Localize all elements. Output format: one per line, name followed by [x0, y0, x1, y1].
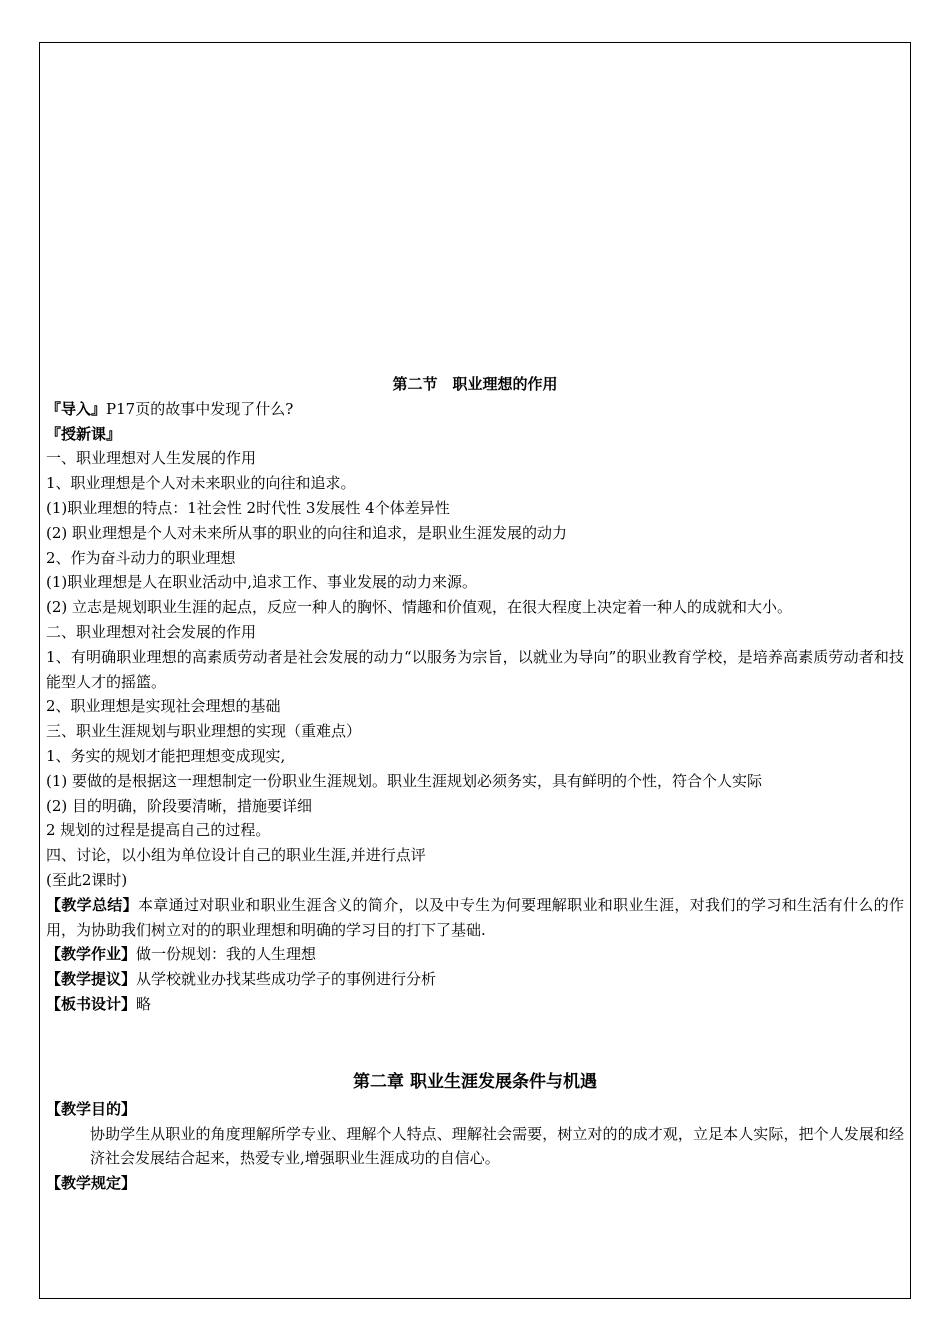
body-line: 1、职业理想是个人对未来职业的向往和追求。	[46, 474, 356, 493]
body-line: (1)职业理想是人在职业活动中,追求工作、事业发展的动力来源。	[46, 573, 478, 592]
homework-line	[46, 942, 904, 967]
requirement-heading: 【教学规定】	[46, 1174, 137, 1193]
board-text: 略	[136, 994, 152, 1013]
suggestion-tag: 【教学提议】	[46, 970, 137, 989]
body-line: 二、职业理想对社会发展的作用	[46, 622, 257, 641]
summary-tag: 【教学总结】	[46, 895, 138, 914]
suggestion-text: 从学校就业办找某些成功学子的事例进行分析	[136, 970, 437, 989]
spacer	[46, 1017, 904, 1067]
body-line: 2、职业理想是实现社会理想的基础	[46, 697, 281, 716]
body-line: (2) 目的明确，阶段要清晰，措施要详细	[46, 796, 313, 815]
suggestion-line	[46, 967, 904, 992]
body-line: 1、务实的规划才能把理想变成现实,	[46, 746, 286, 765]
intro-line	[46, 397, 904, 422]
body-paragraph: (1) 要做的是根据这一理想制定一份职业生涯规划。职业生涯规划必须务实，具有鲜明的个性，符合个人实际	[46, 771, 763, 790]
goal-paragraph: 协助学生从职业的角度理解所学专业、理解个人特点、理解社会需要，树立对的的成才观，立足本人实际，把个人发展和经济社会发展结合起来，热爱专业,增强职业生涯成功的自信心。	[90, 1124, 904, 1168]
intro-text: P17页的故事中发现了什么?	[106, 399, 294, 418]
body-line: (1)职业理想的特点：1社会性 2时代性 3发展性 4个体差异性	[46, 498, 450, 517]
new-lesson-heading: 『授新课』	[46, 424, 122, 443]
body-line: 四、讨论，以小组为单位设计自己的职业生涯,并进行点评	[46, 846, 426, 865]
document-content	[46, 372, 904, 1196]
homework-tag: 【教学作业】	[46, 945, 137, 964]
body-line: 2 规划的过程是提高自己的过程。	[46, 821, 271, 840]
goal-heading: 【教学目的】	[46, 1099, 137, 1118]
board-tag: 【板书设计】	[46, 994, 137, 1013]
body-line: 2、作为奋斗动力的职业理想	[46, 548, 236, 567]
body-line: 一、职业理想对人生发展的作用	[46, 449, 257, 468]
body-line: (2) 职业理想是个人对未来所从事的职业的向往和追求，是职业生涯发展的动力	[46, 523, 568, 542]
chapter-title: 第二章 职业生涯发展条件与机遇	[353, 1071, 597, 1092]
board-line	[46, 992, 904, 1017]
body-line: (至此2课时)	[46, 870, 128, 889]
homework-text: 做一份规划：我的人生理想	[136, 945, 317, 964]
section-title: 第二节 职业理想的作用	[392, 375, 558, 393]
body-paragraph: (2) 立志是规划职业生涯的起点，反应一种人的胸怀、情趣和价值观，在很大程度上决定着一种人的成就和大小。	[46, 598, 793, 617]
body-line: 三、职业生涯规划与职业理想的实现（重难点）	[46, 722, 362, 741]
summary-text: 本章通过对职业和职业生涯含义的简介，以及中专生为何要理解职业和职业生涯，对我们的学习和生活有什么的作用，为协助我们树立对的的职业理想和明确的学习目的打下了基础.	[46, 895, 904, 939]
summary-paragraph	[46, 893, 904, 943]
body-paragraph: 1、有明确职业理想的高素质劳动者是社会发展的动力“以服务为宗旨，以就业为导向”的职业教育学校，是培养高素质劳动者和技能型人才的摇篮。	[46, 647, 904, 691]
intro-tag: 『导入』	[46, 399, 107, 418]
